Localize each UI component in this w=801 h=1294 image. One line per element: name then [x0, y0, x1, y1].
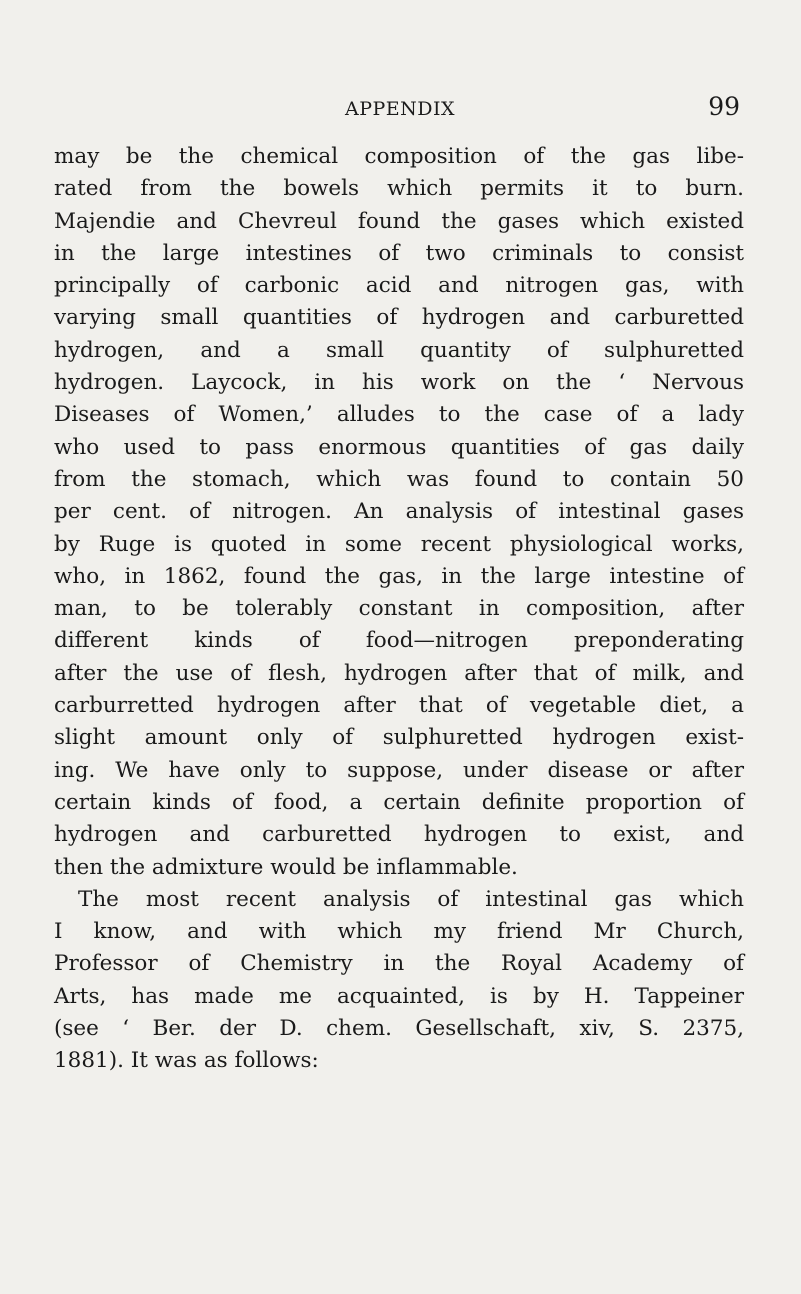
text-line: who used to pass enormous quantities of gas daily: [54, 434, 744, 460]
text-line: certain kinds of food, a certain definite proportion of: [54, 789, 744, 815]
text-line: hydrogen and carburetted hydrogen to exist, and: [54, 822, 744, 848]
text-line: may be the chemical composition of the gas libe-: [54, 144, 744, 169]
text-line: varying small quantities of hydrogen and carburetted: [54, 305, 744, 331]
paragraph-2: [54, 884, 744, 1078]
text-line: Diseases of Women,’ alludes to the case of a lady: [54, 402, 744, 428]
text-line: I know, and with which my friend Mr Church,: [54, 919, 744, 945]
text-line: slight amount only of sulphuretted hydrogen exist-: [54, 725, 744, 751]
text-line: who, in 1862, found the gas, in the large intestine of: [54, 563, 744, 589]
text-line: after the use of flesh, hydrogen after that of milk, and: [54, 660, 744, 686]
text-line: then the admixture would be inflammable.: [54, 854, 518, 880]
text-line: Arts, has made me acquainted, is by H. Tappeiner: [54, 983, 744, 1009]
page-header: [60, 92, 740, 132]
text-line: (see ‘ Ber. der D. chem. Gesellschaft, xiv, S. 2375,: [54, 1016, 744, 1042]
text-line: principally of carbonic acid and nitrogen gas, with: [54, 273, 744, 299]
text-line: ing. We have only to suppose, under disease or after: [54, 757, 744, 783]
text-line: The most recent analysis of intestinal gas which: [78, 886, 744, 912]
page-number: 99: [708, 92, 740, 121]
text-line: by Ruge is quoted in some recent physiological works,: [54, 531, 744, 557]
text-line: 1881). It was as follows:: [54, 1048, 319, 1074]
body-text: [54, 141, 744, 1078]
text-line: carburretted hydrogen after that of vegetable diet, a: [54, 693, 744, 719]
text-line: hydrogen, and a small quantity of sulphuretted: [54, 337, 744, 363]
paragraph-1: [54, 141, 744, 884]
text-line: different kinds of food—nitrogen preponderating: [54, 628, 744, 654]
text-line: Professor of Chemistry in the Royal Academy of: [54, 951, 744, 977]
running-head: APPENDIX: [344, 98, 456, 120]
text-line: from the stomach, which was found to contain 50: [54, 466, 744, 492]
text-line: Majendie and Chevreul found the gases which existed: [54, 208, 744, 234]
text-line: man, to be tolerably constant in composition, after: [54, 596, 744, 622]
text-line: in the large intestines of two criminals to consist: [54, 240, 744, 266]
text-line: rated from the bowels which permits it to burn.: [54, 176, 744, 202]
text-line: per cent. of nitrogen. An analysis of intestinal gases: [54, 499, 744, 525]
text-line: hydrogen. Laycock, in his work on the ‘ Nervous: [54, 370, 744, 396]
